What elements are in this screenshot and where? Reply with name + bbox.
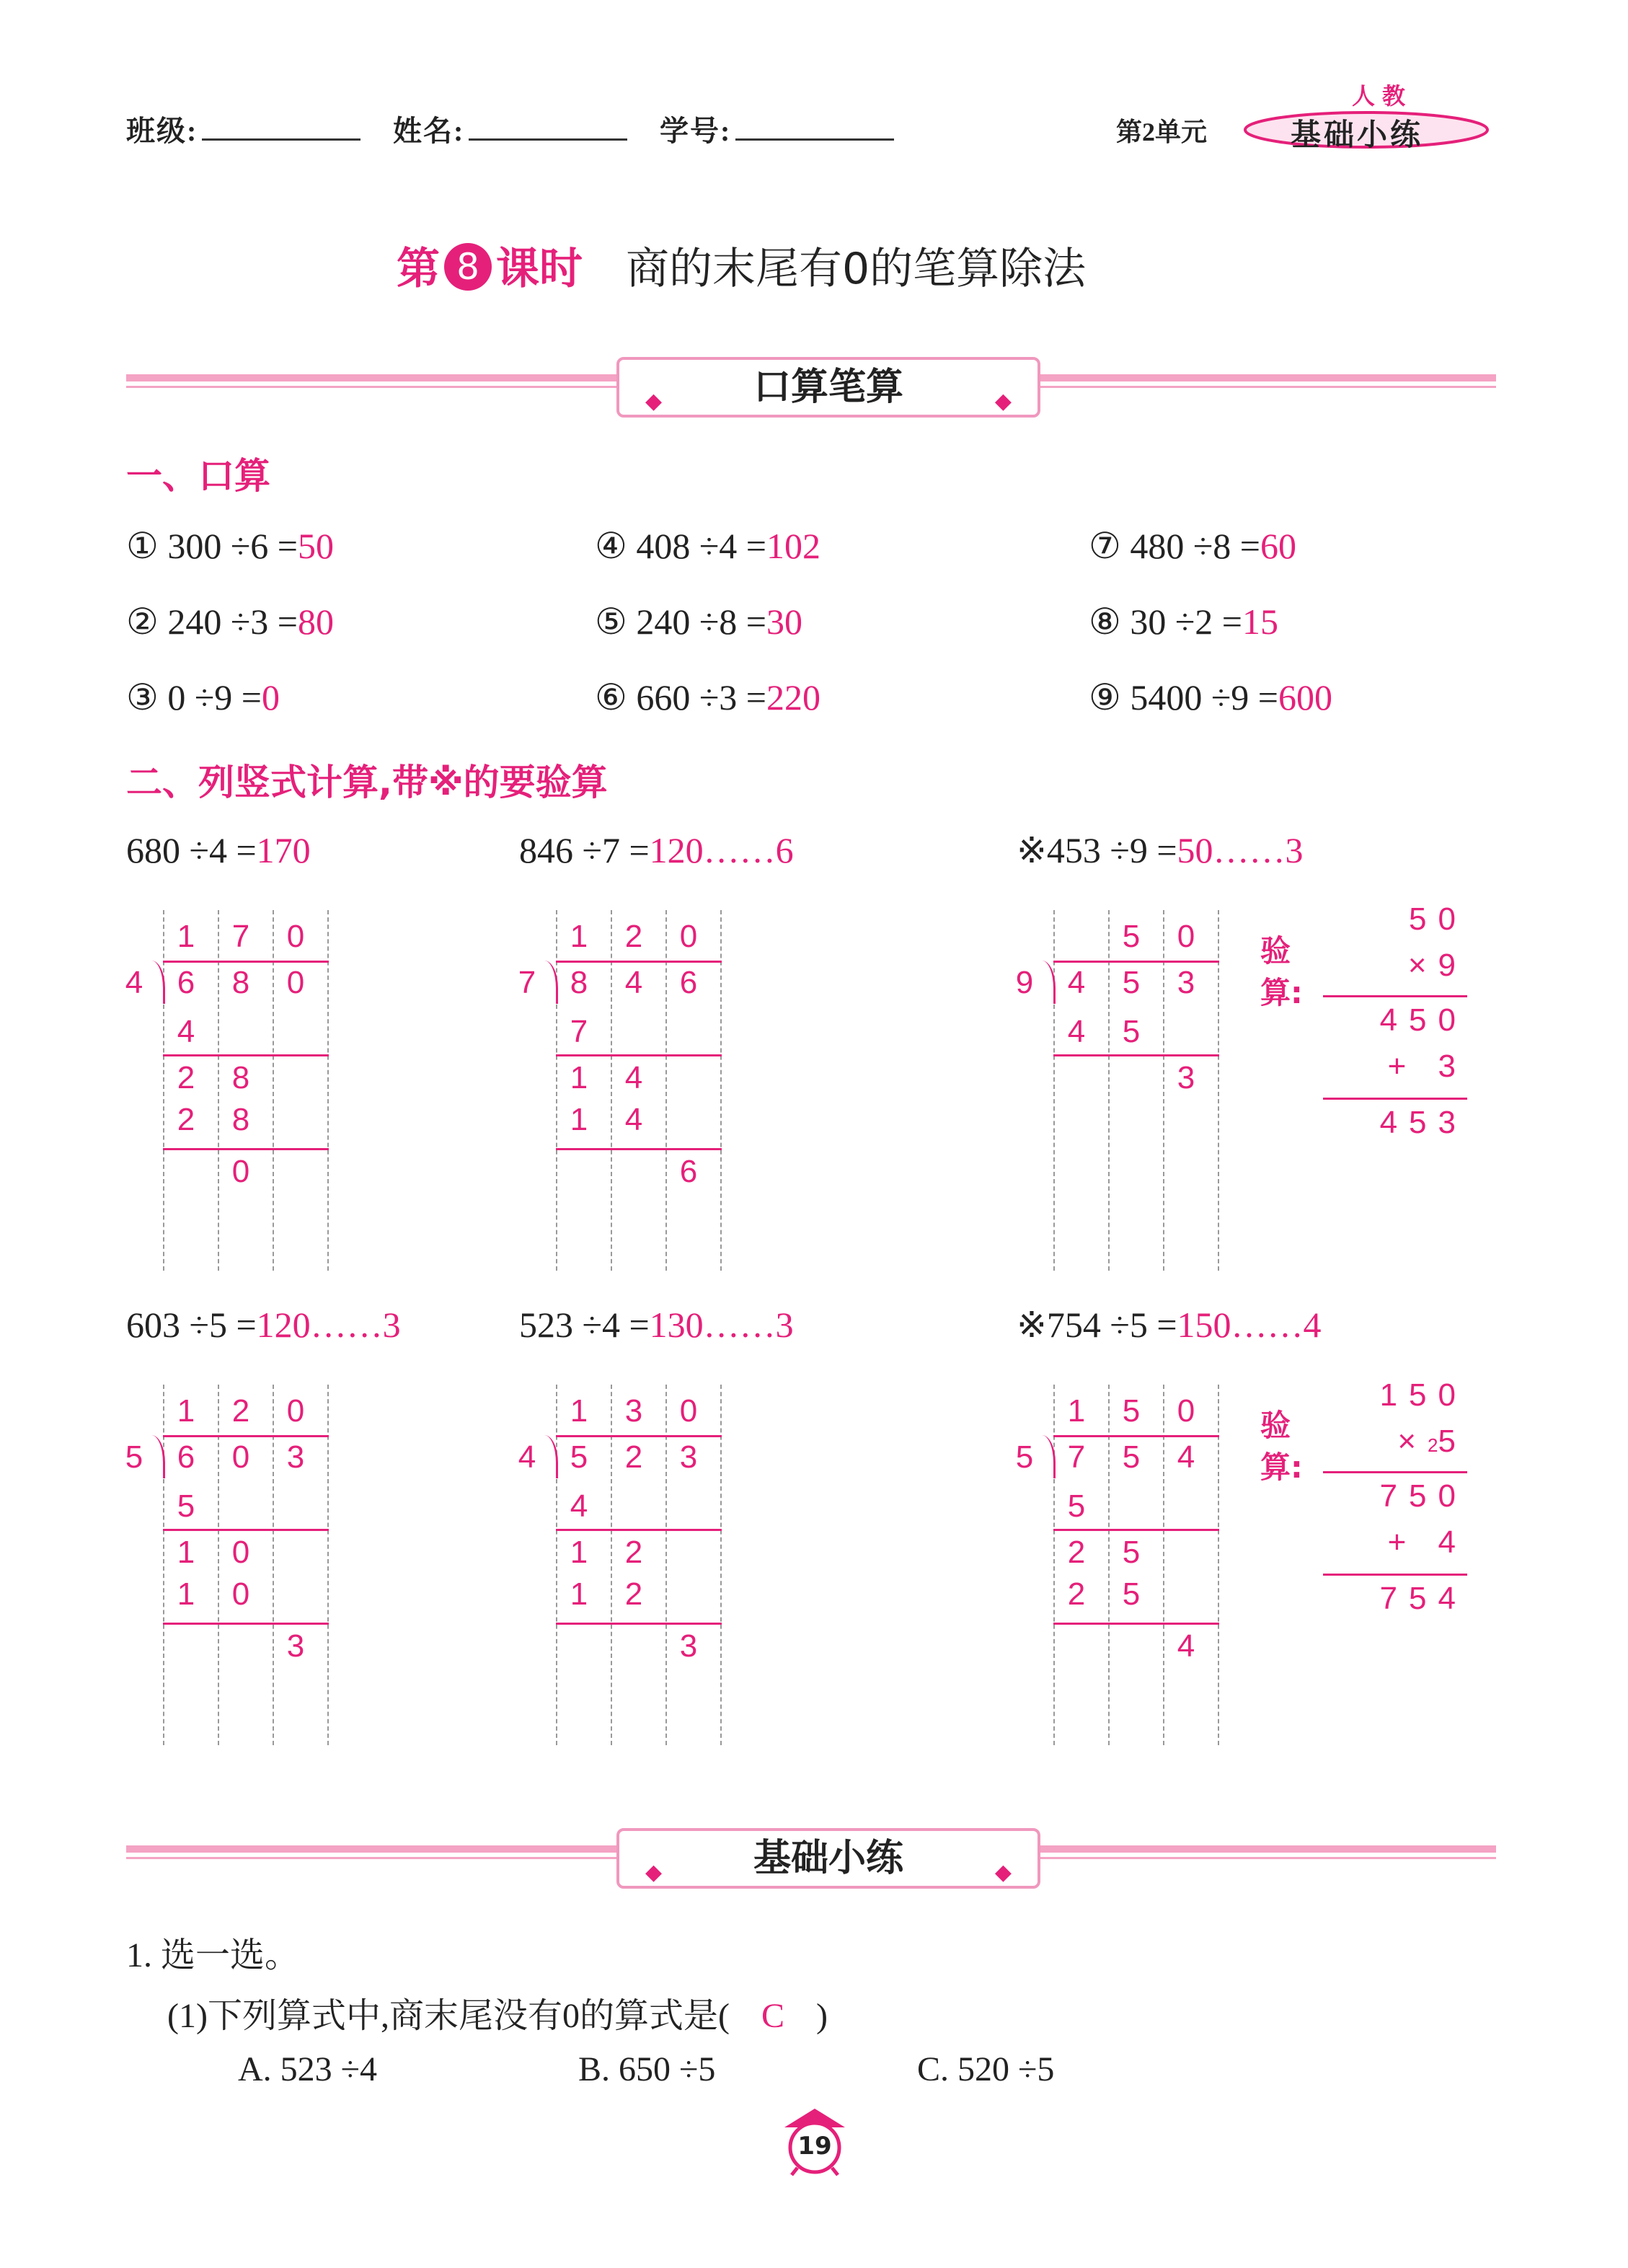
- diamond-icon: ◆: [994, 389, 1012, 414]
- quotient-digit: 1: [570, 919, 588, 954]
- oral-answer[interactable]: 30: [766, 601, 802, 642]
- quotient-digit: 5: [1122, 1393, 1141, 1429]
- oral-item: ⑥ 660 ÷3 =220: [595, 677, 820, 718]
- step-digit: 8: [231, 1102, 250, 1137]
- oral-answer[interactable]: 102: [766, 526, 820, 566]
- written-answer[interactable]: 130……3: [649, 1305, 794, 1345]
- long-division: [516, 1385, 703, 1745]
- dividend-digit: 5: [570, 1439, 588, 1475]
- verify-row: ×9: [1407, 948, 1467, 983]
- step-digit: 1: [177, 1576, 195, 1612]
- quotient-digit: 3: [624, 1393, 643, 1429]
- oral-item: ④ 408 ÷4 =102: [595, 526, 820, 566]
- oral-item: ⑨ 5400 ÷9 =600: [1089, 677, 1332, 718]
- quotient-digit: 0: [1177, 1393, 1195, 1429]
- step-digit: 0: [231, 1535, 250, 1570]
- band-label: ◆ 口算笔算 ◆: [616, 357, 1040, 418]
- quotient-digit: 2: [231, 1393, 250, 1429]
- step-digit: 4: [624, 1102, 643, 1137]
- subtraction-line: [1053, 1529, 1219, 1531]
- verify-label: 验 算:: [1260, 1408, 1303, 1485]
- written-expression: 603 ÷5 =120……3: [126, 1305, 401, 1345]
- long-division: [123, 1385, 310, 1745]
- step-digit: 2: [177, 1102, 195, 1137]
- part2-heading: 二、列竖式计算,带※的要验算: [126, 762, 608, 803]
- step-digit: 7: [570, 1014, 588, 1049]
- oral-item: ⑧ 30 ÷2 =15: [1089, 601, 1278, 642]
- verify-row: ×25: [1397, 1424, 1467, 1459]
- division-bar: [163, 961, 329, 963]
- division-bar: [1053, 961, 1219, 963]
- verify-row: 150: [1379, 1377, 1467, 1413]
- grid-guide: [1163, 1385, 1164, 1745]
- verify-row: 750: [1379, 1478, 1467, 1514]
- verification-1: [1323, 901, 1467, 1140]
- step-digit: 5: [1122, 1576, 1141, 1612]
- verify-row: 50: [1409, 901, 1467, 937]
- dividend-digit: 4: [624, 965, 643, 1000]
- step-digit: 3: [679, 1628, 698, 1664]
- step-digit: 5: [1122, 1535, 1141, 1570]
- oral-answer[interactable]: 0: [261, 677, 280, 718]
- step-digit: 4: [1067, 1014, 1086, 1049]
- divisor-digit: 9: [1015, 965, 1034, 1000]
- step-digit: 3: [286, 1628, 305, 1664]
- dividend-digit: 2: [624, 1439, 643, 1475]
- written-answer[interactable]: 120……6: [649, 830, 794, 870]
- option-c[interactable]: C. 520 ÷5: [917, 2050, 1055, 2088]
- verify-row: 450: [1379, 1002, 1467, 1038]
- oral-answer[interactable]: 60: [1260, 526, 1296, 566]
- step-digit: 2: [624, 1535, 643, 1570]
- page-number-badge: [779, 2106, 851, 2178]
- subtraction-line: [556, 1148, 722, 1150]
- written-answer[interactable]: 150……4: [1177, 1305, 1322, 1345]
- number-blank[interactable]: [735, 131, 894, 141]
- long-division: [1013, 910, 1200, 1271]
- oral-answer[interactable]: 80: [297, 601, 334, 642]
- step-digit: 0: [231, 1154, 250, 1189]
- dividend-digit: 8: [231, 965, 250, 1000]
- verify-label: 验 算:: [1260, 933, 1303, 1010]
- grid-guide: [1108, 910, 1110, 1271]
- quotient-digit: 0: [286, 1393, 305, 1429]
- lesson-prefix: 第: [397, 244, 440, 294]
- class-label: 班级:: [126, 115, 198, 147]
- dividend-digit: 6: [679, 965, 698, 1000]
- divisor-digit: 4: [518, 1439, 536, 1475]
- subtraction-line: [1053, 1054, 1219, 1056]
- oral-answer[interactable]: 600: [1278, 677, 1332, 718]
- subtraction-line: [1053, 1623, 1219, 1625]
- step-digit: 6: [679, 1154, 698, 1189]
- quotient-digit: 0: [286, 919, 305, 954]
- dividend-digit: 3: [286, 1439, 305, 1475]
- step-digit: 4: [1177, 1628, 1195, 1664]
- written-expression: ※453 ÷9 =50……3: [1017, 830, 1304, 870]
- written-expression: 523 ÷4 =130……3: [519, 1305, 794, 1345]
- dividend-digit: 3: [679, 1439, 698, 1475]
- step-digit: 4: [624, 1060, 643, 1095]
- number-field: [660, 108, 894, 149]
- question-1-sub: (1)下列算式中,商末尾没有0的算式是( C ): [167, 1997, 828, 2035]
- divisor-digit: 5: [125, 1439, 143, 1475]
- divisor-digit: 5: [1015, 1439, 1034, 1475]
- dividend-digit: 0: [286, 965, 305, 1000]
- division-bar: [1053, 1435, 1219, 1437]
- option-b[interactable]: B. 650 ÷5: [578, 2050, 716, 2088]
- subtraction-line: [556, 1623, 722, 1625]
- quotient-digit: 0: [679, 1393, 698, 1429]
- unit-label: 第2单元: [1116, 118, 1208, 146]
- quotient-digit: 0: [679, 919, 698, 954]
- diamond-icon: ◆: [645, 1860, 663, 1885]
- dividend-digit: 4: [1177, 1439, 1195, 1475]
- grid-guide: [327, 910, 329, 1271]
- step-digit: 4: [570, 1488, 588, 1524]
- divisor-digit: 7: [518, 965, 536, 1000]
- class-field: [126, 108, 360, 149]
- oral-item: ⑤ 240 ÷8 =30: [595, 601, 802, 642]
- grid-guide: [1218, 1385, 1219, 1745]
- dividend-digit: 7: [1067, 1439, 1086, 1475]
- long-division: [516, 910, 703, 1271]
- oral-item: ① 300 ÷6 =50: [126, 526, 334, 566]
- name-blank[interactable]: [469, 131, 627, 141]
- dividend-digit: 4: [1067, 965, 1086, 1000]
- band-label: ◆ 基础小练 ◆: [616, 1828, 1040, 1889]
- class-blank[interactable]: [202, 131, 360, 141]
- number-label: 学号:: [660, 115, 732, 147]
- step-digit: 5: [177, 1488, 195, 1524]
- verify-row: 754: [1379, 1581, 1467, 1616]
- grid-guide: [720, 1385, 722, 1745]
- grid-guide: [1218, 910, 1219, 1271]
- quotient-digit: 1: [570, 1393, 588, 1429]
- name-field: [393, 108, 627, 149]
- answer-blank[interactable]: C: [761, 1997, 784, 2035]
- division-bar: [556, 1435, 722, 1437]
- step-digit: 1: [570, 1576, 588, 1612]
- grid-guide: [720, 910, 722, 1271]
- subtraction-line: [163, 1529, 329, 1531]
- subtraction-line: [556, 1529, 722, 1531]
- step-digit: 8: [231, 1060, 250, 1095]
- quotient-digit: 1: [1067, 1393, 1086, 1429]
- dividend-digit: 6: [177, 965, 195, 1000]
- step-digit: 4: [177, 1014, 195, 1049]
- lesson-number-badge: 8: [444, 243, 492, 291]
- oral-answer[interactable]: 50: [297, 526, 334, 566]
- option-a[interactable]: A. 523 ÷4: [238, 2050, 378, 2088]
- step-digit: 0: [231, 1576, 250, 1612]
- grid-guide: [273, 910, 274, 1271]
- quotient-digit: 1: [177, 1393, 195, 1429]
- dividend-digit: 8: [570, 965, 588, 1000]
- verify-row: 453: [1379, 1105, 1467, 1140]
- quotient-digit: 5: [1122, 919, 1141, 954]
- step-digit: 1: [177, 1535, 195, 1570]
- step-digit: 5: [1067, 1488, 1086, 1524]
- verify-row: + 4: [1387, 1524, 1467, 1560]
- long-division: [123, 910, 310, 1271]
- diamond-icon: ◆: [994, 1860, 1012, 1885]
- lesson-topic: 商的末尾有0的笔算除法: [626, 244, 1087, 294]
- written-answer[interactable]: 120……3: [256, 1305, 401, 1345]
- lesson-title: [397, 234, 1086, 296]
- long-division: [1013, 1385, 1200, 1745]
- page-number: 19: [797, 2132, 832, 2161]
- oral-answer[interactable]: 220: [766, 677, 820, 718]
- dividend-digit: 6: [177, 1439, 195, 1475]
- verify-line: [1323, 1471, 1467, 1473]
- quotient-digit: 1: [177, 919, 195, 954]
- oral-answer[interactable]: 15: [1242, 601, 1278, 642]
- verify-line: [1323, 1574, 1467, 1576]
- written-expression: ※754 ÷5 =150……4: [1017, 1305, 1322, 1345]
- question-1-title: 1. 选一选。: [126, 1936, 300, 1974]
- oral-item: ⑦ 480 ÷8 =60: [1089, 526, 1296, 566]
- brand-publisher: 人教: [1352, 83, 1413, 109]
- verify-row: + 3: [1387, 1049, 1467, 1084]
- subtraction-line: [556, 1054, 722, 1056]
- division-bar: [163, 1435, 329, 1437]
- step-digit: 5: [1122, 1014, 1141, 1049]
- subtraction-line: [163, 1623, 329, 1625]
- brand-logo: [1240, 108, 1492, 151]
- written-answer[interactable]: 170: [256, 830, 311, 870]
- step-digit: 2: [1067, 1535, 1086, 1570]
- subtraction-line: [163, 1054, 329, 1056]
- grid-guide: [273, 1385, 274, 1745]
- oral-item: ② 240 ÷3 =80: [126, 601, 334, 642]
- grid-guide: [665, 910, 667, 1271]
- step-digit: 1: [570, 1102, 588, 1137]
- step-digit: 3: [1177, 1060, 1195, 1095]
- step-digit: 2: [177, 1060, 195, 1095]
- dividend-digit: 0: [231, 1439, 250, 1475]
- verify-line: [1323, 1098, 1467, 1100]
- grid-guide: [1053, 910, 1055, 1271]
- written-answer[interactable]: 50……3: [1177, 830, 1304, 870]
- verify-line: [1323, 995, 1467, 997]
- dividend-digit: 3: [1177, 965, 1195, 1000]
- grid-guide: [665, 1385, 667, 1745]
- written-expression: 680 ÷4 =170: [126, 830, 311, 870]
- step-digit: 2: [624, 1576, 643, 1612]
- step-digit: 1: [570, 1535, 588, 1570]
- verification-2: [1323, 1377, 1467, 1616]
- oral-item: ③ 0 ÷9 =0: [126, 677, 280, 718]
- dividend-digit: 5: [1122, 965, 1141, 1000]
- subtraction-line: [163, 1148, 329, 1150]
- part1-heading: 一、口算: [126, 455, 270, 497]
- lesson-suffix: 课时: [496, 244, 583, 294]
- grid-guide: [327, 1385, 329, 1745]
- quotient-digit: 7: [231, 919, 250, 954]
- quotient-digit: 2: [624, 919, 643, 954]
- section-band-practice: [126, 1835, 1496, 1885]
- brand-name: 基础小练: [1291, 117, 1424, 152]
- written-expression: 846 ÷7 =120……6: [519, 830, 794, 870]
- division-bar: [556, 961, 722, 963]
- section-band-oral-written: [126, 364, 1496, 414]
- step-digit: 1: [570, 1060, 588, 1095]
- diamond-icon: ◆: [645, 389, 663, 414]
- divisor-digit: 4: [125, 965, 143, 1000]
- quotient-digit: 0: [1177, 919, 1195, 954]
- name-label: 姓名:: [393, 115, 465, 147]
- dividend-digit: 5: [1122, 1439, 1141, 1475]
- step-digit: 2: [1067, 1576, 1086, 1612]
